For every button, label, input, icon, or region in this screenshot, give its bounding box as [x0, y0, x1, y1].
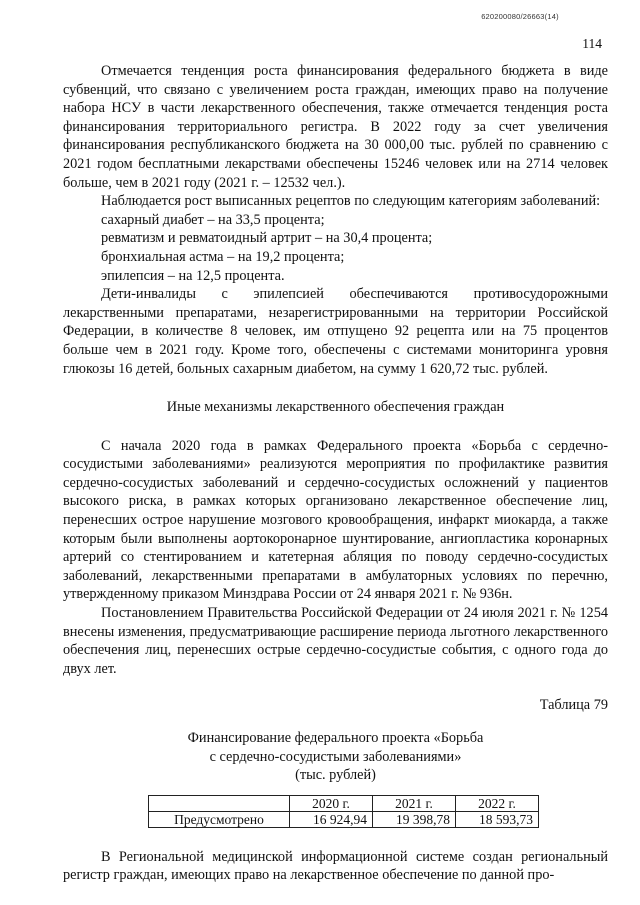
page-number: 114: [582, 36, 602, 51]
list-item-rheumatism: ревматизм и ревматоидный артрит – на 30,4 процента;: [101, 230, 433, 247]
table-label: Таблица 79: [539, 697, 608, 714]
document-body: [63, 62, 608, 885]
table-cell-2021: 19 398,78: [373, 811, 456, 827]
table-header-2022: 2022 г.: [456, 795, 539, 811]
table-header-2021: 2021 г.: [373, 795, 456, 811]
paragraph-government-decree: Постановлением Правительства Российской Федерации от 24 июля 2021 г. № 1254 внесены изменения, предусматривающие расширение периода льготного лекарственного обеспечения лиц, перенесших острые сердечно-сосудистые события, с одного года до двух лет.: [63, 605, 608, 677]
list-item-asthma: бронхиальная астма – на 19,2 процента;: [101, 248, 345, 265]
paragraph-federal-project: С начала 2020 года в рамках Федерального проекта «Борьба с сердечно-сосудистыми заболеваниями» реализуются мероприятия по профилактике развития сердечно-сосудистых заболеваний и сердечно-сосудистых осложнений у пациентов высокого риска, в рамках которых организовано лекарственное обеспечение лиц, перенесших острое нарушение мозгового кровообращения, инфаркт миокарда, а также которым были выполнены аортокоронарное шунтирование, ангиопластика коронарных артерий со стентированием и катетерная абляция по поводу сердечно-сосудистых заболеваний, лекарственными препаратами в амбулаторных условиях по перечню, утвержденному приказом Минздрава России от 24 января 2021 г. № 936н.: [63, 437, 608, 603]
list-item-epilepsy: эпилепсия – на 12,5 процента.: [101, 267, 285, 284]
list-item-diabetes: сахарный диабет – на 33,5 процента;: [101, 211, 325, 228]
table-header-2020: 2020 г.: [290, 795, 373, 811]
section-heading: Иные механизмы лекарственного обеспечения граждан: [166, 399, 505, 416]
paragraph-funding-trend: Отмечается тенденция роста финансирования федерального бюджета в виде субвенций, что связано с увеличением роста граждан, имеющих право на получение набора НСУ в части лекарственного обеспечения, также отмечается тенденция роста финансирования территориального регистра. В 2022 году за счет увеличения финансирования республиканского бюджета на 30 000,00 тыс. рублей по сравнению с 2021 годом бесплатными лекарствами обеспечены 15246 человек или на 2714 человек больше, чем в 2021 году (2021 г. – 12532 чел.).: [63, 63, 608, 191]
table-cell-2022: 18 593,73: [456, 811, 539, 827]
table-caption-line-1: Финансирование федерального проекта «Борьба: [187, 730, 484, 746]
financing-table: [148, 795, 539, 828]
paragraph-disabled-children: Дети-инвалиды с эпилепсией обеспечиваются противосудорожными лекарственными препаратами, незарегистрированными на территории Российской Федерации, в количестве 8 человек, им отпущено 92 рецепта или на 75 процентов больше чем в 2021 году. Кроме того, обеспечены с системами мониторинга уровня глюкозы 16 детей, больных сахарным диабетом, на сумму 1 620,72 тыс. рублей.: [63, 286, 608, 377]
table-corner-cell: [149, 795, 290, 811]
paragraph-prescriptions-growth: Наблюдается рост выписанных рецептов по следующим категориям заболеваний:: [101, 193, 601, 210]
document-id: 620200080/26663(14): [481, 12, 559, 21]
table-cell-2020: 16 924,94: [290, 811, 373, 827]
table-row-label: Предусмотрено: [149, 811, 290, 827]
table-row: [149, 811, 539, 827]
table-header-row: [149, 795, 539, 811]
table-caption: [63, 729, 608, 785]
table-caption-line-2: с сердечно-сосудистыми заболеваниями»: [209, 748, 462, 765]
table-caption-line-3: (тыс. рублей): [295, 767, 376, 784]
paragraph-regional-register: В Региональной медицинской информационной системе создан региональный регистр граждан, имеющих право на лекарственное обеспечение по данной про-: [63, 848, 608, 884]
